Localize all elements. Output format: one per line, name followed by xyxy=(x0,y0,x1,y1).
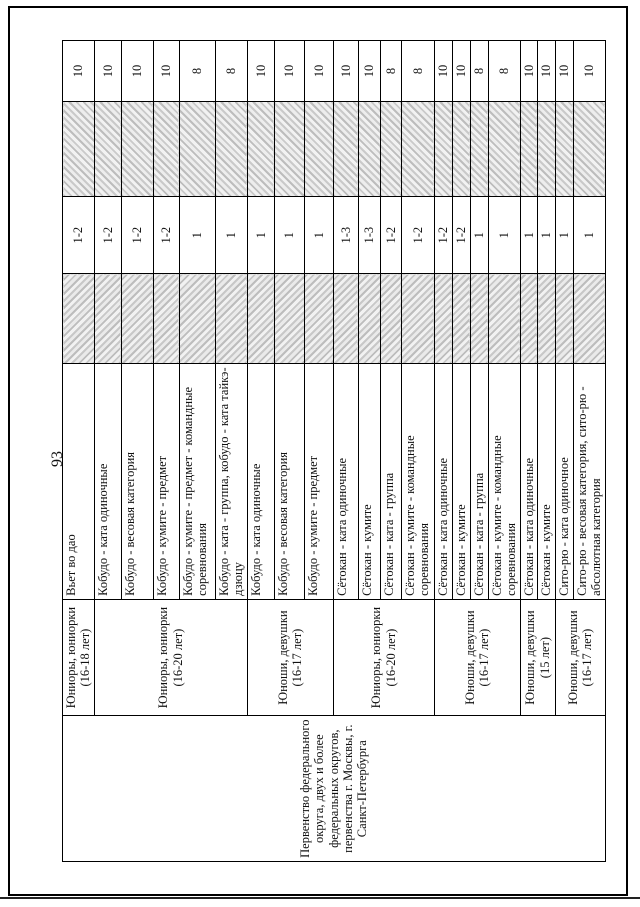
shaded-cell xyxy=(179,274,215,364)
placement-cell: 1 xyxy=(573,197,605,274)
shaded-cell xyxy=(121,101,153,196)
count-cell: 10 xyxy=(333,41,358,102)
count-cell: 10 xyxy=(538,41,555,102)
placement-cell: 1 xyxy=(538,197,555,274)
placement-cell: 1 xyxy=(488,197,520,274)
shaded-cell xyxy=(94,101,121,196)
count-cell: 10 xyxy=(121,41,153,102)
scan-edge xyxy=(0,897,640,907)
count-cell: 10 xyxy=(94,41,121,102)
count-cell: 8 xyxy=(470,41,488,102)
shaded-cell xyxy=(333,101,358,196)
shaded-cell xyxy=(401,274,434,364)
placement-cell: 1 xyxy=(179,197,215,274)
discipline-cell: Сётокан - ката одиночные xyxy=(520,364,537,600)
discipline-cell: Сётокан - кумите xyxy=(358,364,380,600)
count-cell: 10 xyxy=(247,41,274,102)
shaded-cell xyxy=(538,101,555,196)
count-cell: 8 xyxy=(380,41,401,102)
discipline-cell: Кобудо - весовая категория xyxy=(274,364,304,600)
placement-cell: 1-2 xyxy=(63,197,95,274)
placement-cell: 1-2 xyxy=(153,197,179,274)
shaded-cell xyxy=(573,274,605,364)
placement-cell: 1 xyxy=(215,197,247,274)
shaded-cell xyxy=(63,274,95,364)
age-group-cell: Юниоры, юниорки (16-20 лет) xyxy=(94,599,247,716)
count-cell: 10 xyxy=(274,41,304,102)
discipline-cell: Сётокан - ката одиночные xyxy=(333,364,358,600)
placement-cell: 1 xyxy=(274,197,304,274)
count-cell: 10 xyxy=(434,41,452,102)
shaded-cell xyxy=(380,101,401,196)
competition-table xyxy=(62,40,606,862)
age-group-cell: Юноши, девушки (16-17 лет) xyxy=(434,599,520,716)
shaded-cell xyxy=(434,101,452,196)
discipline-cell: Сётокан - кумите xyxy=(538,364,555,600)
count-cell: 10 xyxy=(555,41,573,102)
shaded-cell xyxy=(247,101,274,196)
shaded-cell xyxy=(380,274,401,364)
count-cell: 10 xyxy=(452,41,470,102)
age-group-cell: Юниоры, юниорки (16-20 лет) xyxy=(333,599,434,716)
discipline-cell: Сётокан - ката - группа xyxy=(380,364,401,600)
discipline-cell: Кобудо - ката одиночные xyxy=(94,364,121,600)
shaded-cell xyxy=(555,101,573,196)
discipline-cell: Сётокан - кумите - командные соревнования xyxy=(488,364,520,600)
count-cell: 10 xyxy=(358,41,380,102)
age-group-cell: Юноши, девушки (16-17 лет) xyxy=(247,599,333,716)
shaded-cell xyxy=(153,274,179,364)
shaded-cell xyxy=(573,101,605,196)
shaded-cell xyxy=(555,274,573,364)
page-number: 93 xyxy=(49,451,66,467)
discipline-cell: Сётокан - ката - группа xyxy=(470,364,488,600)
discipline-cell: Кобудо - ката - группа, кобудо - ката тайкэ-дзюцу xyxy=(215,364,247,600)
discipline-cell: Кобудо - кумите - предмет xyxy=(304,364,333,600)
discipline-cell: Кобудо - кумите - предмет - командные соревнования xyxy=(179,364,215,600)
placement-cell: 1 xyxy=(470,197,488,274)
shaded-cell xyxy=(434,274,452,364)
region-cell: Первенство федерального округа, двух и более федеральных округов, первенства г. Москвы, г. Санкт-Петербурга xyxy=(63,716,606,862)
shaded-cell xyxy=(153,101,179,196)
shaded-cell xyxy=(401,101,434,196)
placement-cell: 1 xyxy=(304,197,333,274)
rotated-table-wrapper xyxy=(62,40,603,862)
shaded-cell xyxy=(470,274,488,364)
shaded-cell xyxy=(520,274,537,364)
discipline-cell: Сётокан - кумите xyxy=(452,364,470,600)
placement-cell: 1 xyxy=(247,197,274,274)
discipline-cell: Сито-рю - весовая категория, сито-рю - абсолютная категория xyxy=(573,364,605,600)
placement-cell: 1-3 xyxy=(333,197,358,274)
discipline-cell: Кобудо - кумите - предмет xyxy=(153,364,179,600)
discipline-cell: Сито-рю - ката одиночное xyxy=(555,364,573,600)
placement-cell: 1-2 xyxy=(434,197,452,274)
shaded-cell xyxy=(274,101,304,196)
placement-cell: 1-2 xyxy=(452,197,470,274)
discipline-cell: Кобудо - весовая категория xyxy=(121,364,153,600)
shaded-cell xyxy=(358,101,380,196)
count-cell: 8 xyxy=(401,41,434,102)
shaded-cell xyxy=(247,274,274,364)
shaded-cell xyxy=(121,274,153,364)
count-cell: 10 xyxy=(520,41,537,102)
count-cell: 10 xyxy=(304,41,333,102)
placement-cell: 1-2 xyxy=(401,197,434,274)
age-group-cell: Юниоры, юниорки (16-18 лет) xyxy=(63,599,95,716)
placement-cell: 1-3 xyxy=(358,197,380,274)
count-cell: 8 xyxy=(179,41,215,102)
shaded-cell xyxy=(358,274,380,364)
discipline-cell: Сётокан - ката одиночные xyxy=(434,364,452,600)
count-cell: 10 xyxy=(63,41,95,102)
shaded-cell xyxy=(179,101,215,196)
count-cell: 10 xyxy=(153,41,179,102)
shaded-cell xyxy=(274,274,304,364)
shaded-cell xyxy=(538,274,555,364)
shaded-cell xyxy=(488,274,520,364)
discipline-cell: Кобудо - ката одиночные xyxy=(247,364,274,600)
shaded-cell xyxy=(520,101,537,196)
shaded-cell xyxy=(333,274,358,364)
shaded-cell xyxy=(215,101,247,196)
placement-cell: 1-2 xyxy=(380,197,401,274)
shaded-cell xyxy=(488,101,520,196)
placement-cell: 1-2 xyxy=(94,197,121,274)
age-group-cell: Юноши, девушки (16-17 лет) xyxy=(555,599,605,716)
shaded-cell xyxy=(470,101,488,196)
age-group-cell: Юноши, девушки (15 лет) xyxy=(520,599,555,716)
table-row xyxy=(63,41,95,862)
shaded-cell xyxy=(94,274,121,364)
discipline-cell: Сётокан - кумите - командные соревнования xyxy=(401,364,434,600)
placement-cell: 1-2 xyxy=(121,197,153,274)
count-cell: 8 xyxy=(215,41,247,102)
discipline-cell: Вьет во дао xyxy=(63,364,95,600)
count-cell: 10 xyxy=(573,41,605,102)
shaded-cell xyxy=(452,101,470,196)
count-cell: 8 xyxy=(488,41,520,102)
placement-cell: 1 xyxy=(520,197,537,274)
shaded-cell xyxy=(452,274,470,364)
shaded-cell xyxy=(63,101,95,196)
shaded-cell xyxy=(304,101,333,196)
placement-cell: 1 xyxy=(555,197,573,274)
shaded-cell xyxy=(304,274,333,364)
shaded-cell xyxy=(215,274,247,364)
